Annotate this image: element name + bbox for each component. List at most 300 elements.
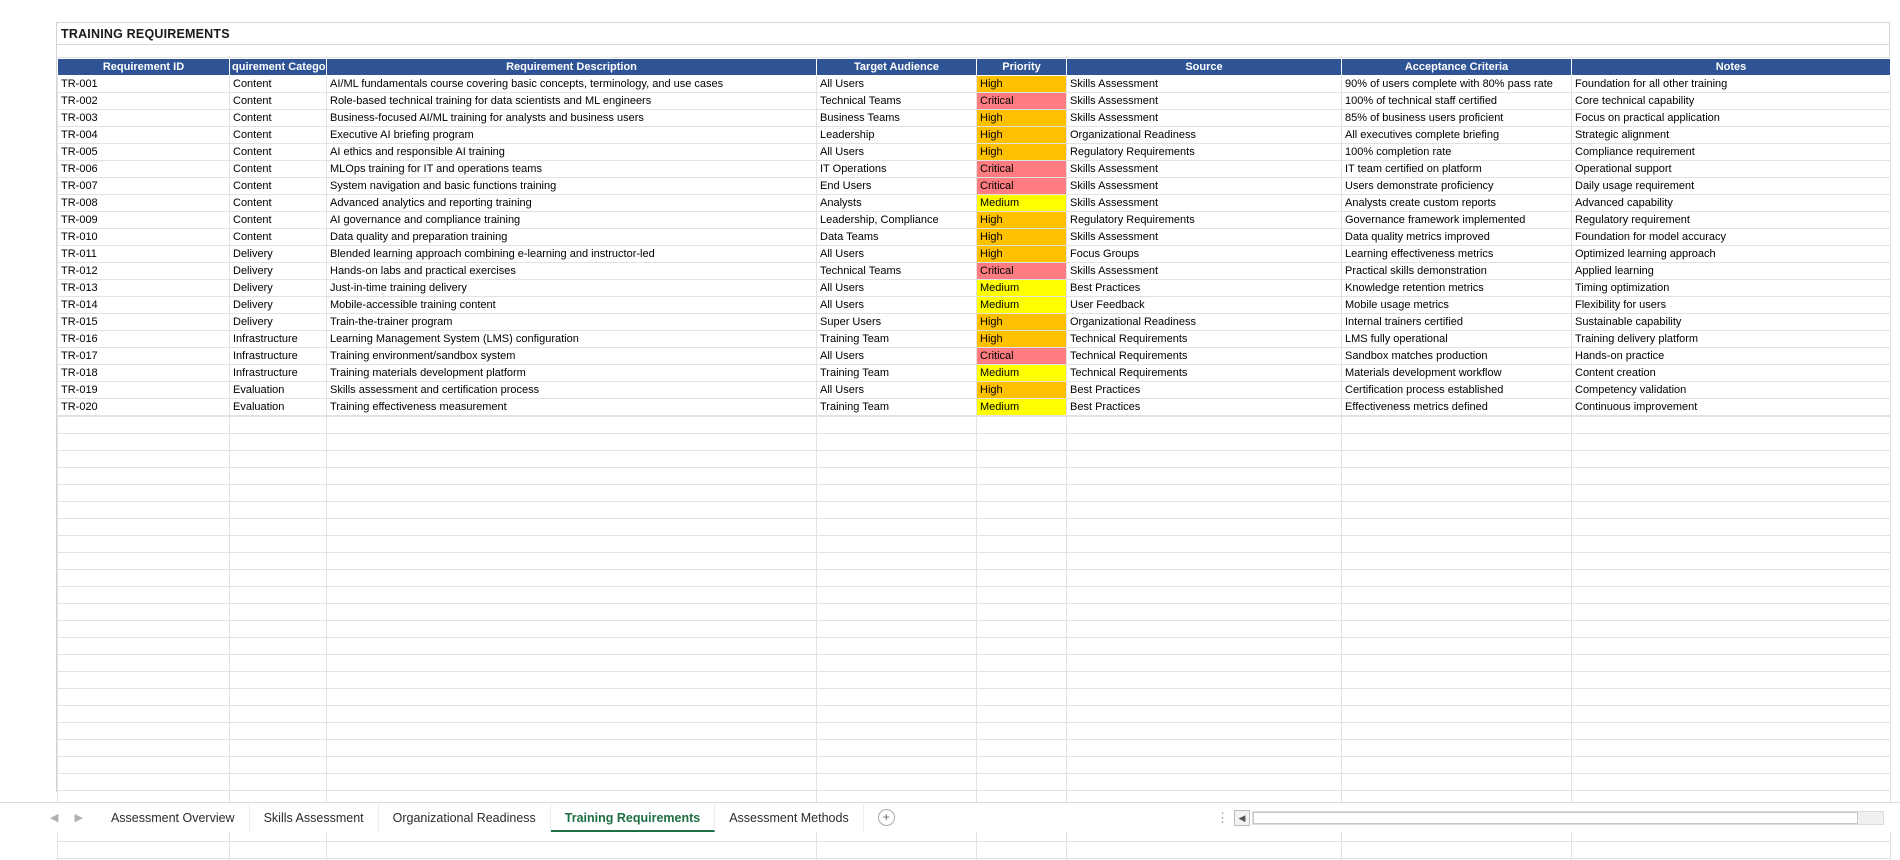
empty-row[interactable]: [58, 417, 1891, 434]
cell-acceptance-criteria[interactable]: All executives complete briefing: [1342, 127, 1572, 144]
empty-cell[interactable]: [327, 740, 817, 757]
next-sheet-icon[interactable]: ▶: [74, 812, 83, 824]
cell-acceptance-criteria[interactable]: LMS fully operational: [1342, 331, 1572, 348]
empty-cell[interactable]: [1342, 468, 1572, 485]
empty-cell[interactable]: [1572, 689, 1891, 706]
empty-cell[interactable]: [1572, 519, 1891, 536]
empty-cell[interactable]: [817, 536, 977, 553]
empty-cell[interactable]: [1067, 842, 1342, 859]
empty-cell[interactable]: [1572, 570, 1891, 587]
cell-requirement-category[interactable]: Delivery: [230, 297, 327, 314]
cell-target-audience[interactable]: All Users: [817, 348, 977, 365]
cell-requirement-description[interactable]: AI governance and compliance training: [327, 212, 817, 229]
empty-cell[interactable]: [817, 485, 977, 502]
cell-source[interactable]: Organizational Readiness: [1067, 314, 1342, 331]
cell-acceptance-criteria[interactable]: Effectiveness metrics defined: [1342, 399, 1572, 416]
cell-requirement-id[interactable]: TR-019: [58, 382, 230, 399]
empty-cell[interactable]: [1572, 485, 1891, 502]
empty-cell[interactable]: [327, 502, 817, 519]
empty-cell[interactable]: [230, 689, 327, 706]
empty-row[interactable]: [58, 434, 1891, 451]
table-row[interactable]: [58, 297, 1891, 314]
cell-notes[interactable]: Applied learning: [1572, 263, 1891, 280]
cell-requirement-description[interactable]: Learning Management System (LMS) configuration: [327, 331, 817, 348]
empty-cell[interactable]: [1067, 689, 1342, 706]
empty-cell[interactable]: [817, 502, 977, 519]
cell-source[interactable]: User Feedback: [1067, 297, 1342, 314]
empty-cell[interactable]: [977, 553, 1067, 570]
table-row[interactable]: [58, 280, 1891, 297]
cell-target-audience[interactable]: Analysts: [817, 195, 977, 212]
table-row[interactable]: [58, 110, 1891, 127]
cell-source[interactable]: Regulatory Requirements: [1067, 144, 1342, 161]
empty-cell[interactable]: [58, 842, 230, 859]
empty-cell[interactable]: [58, 740, 230, 757]
empty-cell[interactable]: [230, 672, 327, 689]
empty-cell[interactable]: [977, 672, 1067, 689]
horizontal-scrollbar-thumb[interactable]: [1253, 812, 1858, 824]
empty-cell[interactable]: [977, 655, 1067, 672]
empty-cell[interactable]: [817, 842, 977, 859]
empty-cell[interactable]: [327, 672, 817, 689]
cell-source[interactable]: Skills Assessment: [1067, 76, 1342, 93]
empty-row[interactable]: [58, 672, 1891, 689]
cell-requirement-id[interactable]: TR-011: [58, 246, 230, 263]
cell-priority[interactable]: High: [977, 314, 1067, 331]
cell-target-audience[interactable]: All Users: [817, 144, 977, 161]
table-row[interactable]: [58, 331, 1891, 348]
cell-acceptance-criteria[interactable]: 90% of users complete with 80% pass rate: [1342, 76, 1572, 93]
empty-cell[interactable]: [230, 536, 327, 553]
empty-cell[interactable]: [58, 655, 230, 672]
empty-cell[interactable]: [977, 417, 1067, 434]
cell-priority[interactable]: High: [977, 212, 1067, 229]
empty-cell[interactable]: [1572, 604, 1891, 621]
cell-requirement-description[interactable]: AI/ML fundamentals course covering basic concepts, terminology, and use cases: [327, 76, 817, 93]
empty-cell[interactable]: [58, 553, 230, 570]
sheet-tab-assessment-overview[interactable]: Assessment Overview: [97, 804, 250, 832]
empty-cell[interactable]: [977, 502, 1067, 519]
cell-notes[interactable]: Foundation for all other training: [1572, 76, 1891, 93]
cell-priority[interactable]: Medium: [977, 365, 1067, 382]
empty-cell[interactable]: [817, 468, 977, 485]
cell-requirement-description[interactable]: Role-based technical training for data scientists and ML engineers: [327, 93, 817, 110]
cell-acceptance-criteria[interactable]: 85% of business users proficient: [1342, 110, 1572, 127]
cell-requirement-description[interactable]: Train-the-trainer program: [327, 314, 817, 331]
cell-requirement-id[interactable]: TR-002: [58, 93, 230, 110]
col-header-requirement-description[interactable]: Requirement Description: [327, 59, 817, 76]
cell-requirement-id[interactable]: TR-005: [58, 144, 230, 161]
table-row[interactable]: [58, 246, 1891, 263]
empty-cell[interactable]: [817, 604, 977, 621]
cell-requirement-id[interactable]: TR-007: [58, 178, 230, 195]
empty-cell[interactable]: [1342, 672, 1572, 689]
empty-cell[interactable]: [327, 774, 817, 791]
cell-requirement-description[interactable]: Mobile-accessible training content: [327, 297, 817, 314]
empty-cell[interactable]: [1342, 502, 1572, 519]
table-row[interactable]: [58, 365, 1891, 382]
cell-source[interactable]: Technical Requirements: [1067, 348, 1342, 365]
cell-priority[interactable]: High: [977, 127, 1067, 144]
empty-cell[interactable]: [230, 706, 327, 723]
cell-requirement-id[interactable]: TR-008: [58, 195, 230, 212]
cell-source[interactable]: Regulatory Requirements: [1067, 212, 1342, 229]
empty-cell[interactable]: [1572, 774, 1891, 791]
empty-cell[interactable]: [230, 468, 327, 485]
table-row[interactable]: [58, 195, 1891, 212]
empty-cell[interactable]: [1067, 723, 1342, 740]
empty-row[interactable]: [58, 655, 1891, 672]
empty-cell[interactable]: [1342, 519, 1572, 536]
cell-requirement-id[interactable]: TR-013: [58, 280, 230, 297]
cell-source[interactable]: Skills Assessment: [1067, 263, 1342, 280]
col-header-priority[interactable]: Priority: [977, 59, 1067, 76]
cell-target-audience[interactable]: All Users: [817, 297, 977, 314]
empty-cell[interactable]: [58, 485, 230, 502]
cell-source[interactable]: Skills Assessment: [1067, 93, 1342, 110]
empty-cell[interactable]: [1067, 553, 1342, 570]
scroll-left-icon[interactable]: ◀: [1234, 810, 1250, 826]
empty-cell[interactable]: [977, 621, 1067, 638]
empty-cell[interactable]: [230, 638, 327, 655]
cell-requirement-id[interactable]: TR-016: [58, 331, 230, 348]
empty-cell[interactable]: [58, 519, 230, 536]
cell-requirement-id[interactable]: TR-018: [58, 365, 230, 382]
empty-cell[interactable]: [1342, 451, 1572, 468]
empty-cell[interactable]: [327, 570, 817, 587]
empty-cell[interactable]: [1342, 723, 1572, 740]
cell-source[interactable]: Best Practices: [1067, 399, 1342, 416]
empty-cell[interactable]: [58, 434, 230, 451]
cell-requirement-description[interactable]: Blended learning approach combining e-learning and instructor-led: [327, 246, 817, 263]
empty-cell[interactable]: [327, 655, 817, 672]
empty-cell[interactable]: [327, 621, 817, 638]
empty-cell[interactable]: [230, 451, 327, 468]
empty-cell[interactable]: [327, 689, 817, 706]
table-row[interactable]: [58, 212, 1891, 229]
empty-cell[interactable]: [327, 553, 817, 570]
cell-requirement-category[interactable]: Delivery: [230, 314, 327, 331]
cell-target-audience[interactable]: Leadership: [817, 127, 977, 144]
empty-cell[interactable]: [327, 519, 817, 536]
empty-cell[interactable]: [817, 621, 977, 638]
empty-cell[interactable]: [977, 570, 1067, 587]
requirements-table[interactable]: [57, 58, 1891, 416]
empty-cell[interactable]: [1342, 655, 1572, 672]
empty-cell[interactable]: [1067, 604, 1342, 621]
cell-target-audience[interactable]: Training Team: [817, 331, 977, 348]
empty-cell[interactable]: [1067, 485, 1342, 502]
empty-cell[interactable]: [1572, 723, 1891, 740]
cell-requirement-description[interactable]: Executive AI briefing program: [327, 127, 817, 144]
cell-requirement-category[interactable]: Delivery: [230, 246, 327, 263]
empty-cell[interactable]: [1572, 706, 1891, 723]
empty-cell[interactable]: [58, 468, 230, 485]
cell-requirement-description[interactable]: Training materials development platform: [327, 365, 817, 382]
cell-priority[interactable]: Medium: [977, 195, 1067, 212]
empty-cell[interactable]: [1572, 434, 1891, 451]
cell-source[interactable]: Technical Requirements: [1067, 331, 1342, 348]
empty-row[interactable]: [58, 621, 1891, 638]
cell-target-audience[interactable]: End Users: [817, 178, 977, 195]
cell-notes[interactable]: Competency validation: [1572, 382, 1891, 399]
empty-cell[interactable]: [1342, 638, 1572, 655]
empty-cell[interactable]: [977, 689, 1067, 706]
empty-cell[interactable]: [327, 451, 817, 468]
cell-priority[interactable]: Medium: [977, 280, 1067, 297]
empty-row[interactable]: [58, 553, 1891, 570]
cell-notes[interactable]: Content creation: [1572, 365, 1891, 382]
empty-row[interactable]: [58, 485, 1891, 502]
empty-cell[interactable]: [1067, 706, 1342, 723]
table-row[interactable]: [58, 399, 1891, 416]
empty-cell[interactable]: [1342, 757, 1572, 774]
cell-requirement-description[interactable]: AI ethics and responsible AI training: [327, 144, 817, 161]
empty-cell[interactable]: [58, 774, 230, 791]
empty-cell[interactable]: [58, 587, 230, 604]
cell-target-audience[interactable]: All Users: [817, 280, 977, 297]
cell-requirement-description[interactable]: MLOps training for IT and operations teams: [327, 161, 817, 178]
empty-cell[interactable]: [817, 519, 977, 536]
empty-cell[interactable]: [1342, 485, 1572, 502]
empty-cell[interactable]: [230, 723, 327, 740]
empty-cell[interactable]: [1572, 842, 1891, 859]
empty-cell[interactable]: [58, 757, 230, 774]
empty-grid-area[interactable]: [57, 416, 1890, 860]
cell-source[interactable]: Focus Groups: [1067, 246, 1342, 263]
cell-notes[interactable]: Flexibility for users: [1572, 297, 1891, 314]
empty-cell[interactable]: [230, 757, 327, 774]
cell-requirement-category[interactable]: Infrastructure: [230, 348, 327, 365]
cell-target-audience[interactable]: Leadership, Compliance: [817, 212, 977, 229]
cell-requirement-description[interactable]: Training effectiveness measurement: [327, 399, 817, 416]
cell-priority[interactable]: High: [977, 331, 1067, 348]
empty-cell[interactable]: [1572, 468, 1891, 485]
col-header-requirement-category[interactable]: quirement Catego: [230, 59, 327, 76]
empty-cell[interactable]: [58, 570, 230, 587]
empty-cell[interactable]: [1067, 536, 1342, 553]
cell-requirement-category[interactable]: Content: [230, 178, 327, 195]
empty-cell[interactable]: [817, 689, 977, 706]
cell-acceptance-criteria[interactable]: Governance framework implemented: [1342, 212, 1572, 229]
cell-requirement-id[interactable]: TR-017: [58, 348, 230, 365]
empty-cell[interactable]: [58, 604, 230, 621]
cell-priority[interactable]: High: [977, 229, 1067, 246]
cell-requirement-category[interactable]: Delivery: [230, 263, 327, 280]
empty-cell[interactable]: [58, 672, 230, 689]
empty-cell[interactable]: [58, 621, 230, 638]
empty-cell[interactable]: [1067, 672, 1342, 689]
cell-acceptance-criteria[interactable]: Mobile usage metrics: [1342, 297, 1572, 314]
cell-notes[interactable]: Regulatory requirement: [1572, 212, 1891, 229]
worksheet-grid[interactable]: [56, 22, 1890, 792]
cell-source[interactable]: Skills Assessment: [1067, 195, 1342, 212]
empty-cell[interactable]: [230, 519, 327, 536]
cell-notes[interactable]: Advanced capability: [1572, 195, 1891, 212]
cell-requirement-id[interactable]: TR-001: [58, 76, 230, 93]
empty-cell[interactable]: [977, 740, 1067, 757]
cell-priority[interactable]: Critical: [977, 263, 1067, 280]
cell-requirement-category[interactable]: Content: [230, 93, 327, 110]
cell-notes[interactable]: Focus on practical application: [1572, 110, 1891, 127]
cell-acceptance-criteria[interactable]: 100% of technical staff certified: [1342, 93, 1572, 110]
empty-rows-table[interactable]: [57, 416, 1891, 860]
cell-acceptance-criteria[interactable]: Practical skills demonstration: [1342, 263, 1572, 280]
empty-cell[interactable]: [1067, 740, 1342, 757]
cell-requirement-id[interactable]: TR-004: [58, 127, 230, 144]
cell-requirement-category[interactable]: Content: [230, 195, 327, 212]
empty-cell[interactable]: [58, 723, 230, 740]
empty-cell[interactable]: [1342, 740, 1572, 757]
cell-notes[interactable]: Compliance requirement: [1572, 144, 1891, 161]
table-row[interactable]: [58, 161, 1891, 178]
cell-notes[interactable]: Sustainable capability: [1572, 314, 1891, 331]
cell-source[interactable]: Best Practices: [1067, 280, 1342, 297]
empty-cell[interactable]: [977, 451, 1067, 468]
cell-notes[interactable]: Training delivery platform: [1572, 331, 1891, 348]
empty-cell[interactable]: [977, 519, 1067, 536]
empty-cell[interactable]: [977, 485, 1067, 502]
empty-cell[interactable]: [1572, 638, 1891, 655]
table-body[interactable]: [58, 76, 1891, 416]
cell-notes[interactable]: Strategic alignment: [1572, 127, 1891, 144]
empty-cell[interactable]: [1572, 417, 1891, 434]
empty-cell[interactable]: [977, 536, 1067, 553]
empty-cell[interactable]: [1572, 451, 1891, 468]
cell-priority[interactable]: Critical: [977, 93, 1067, 110]
empty-cell[interactable]: [1067, 502, 1342, 519]
empty-cell[interactable]: [327, 604, 817, 621]
cell-target-audience[interactable]: Super Users: [817, 314, 977, 331]
cell-requirement-category[interactable]: Content: [230, 76, 327, 93]
cell-requirement-description[interactable]: Just-in-time training delivery: [327, 280, 817, 297]
cell-target-audience[interactable]: All Users: [817, 382, 977, 399]
table-row[interactable]: [58, 178, 1891, 195]
cell-priority[interactable]: High: [977, 144, 1067, 161]
empty-cell[interactable]: [230, 570, 327, 587]
empty-cell[interactable]: [977, 434, 1067, 451]
empty-cell[interactable]: [1572, 672, 1891, 689]
sheet-tabs[interactable]: [97, 804, 864, 832]
empty-row[interactable]: [58, 740, 1891, 757]
empty-cell[interactable]: [327, 536, 817, 553]
cell-requirement-id[interactable]: TR-010: [58, 229, 230, 246]
empty-cell[interactable]: [327, 417, 817, 434]
cell-requirement-id[interactable]: TR-006: [58, 161, 230, 178]
cell-priority[interactable]: High: [977, 110, 1067, 127]
empty-cell[interactable]: [977, 468, 1067, 485]
cell-requirement-description[interactable]: Advanced analytics and reporting training: [327, 195, 817, 212]
cell-target-audience[interactable]: Business Teams: [817, 110, 977, 127]
empty-cell[interactable]: [977, 706, 1067, 723]
empty-cell[interactable]: [1067, 638, 1342, 655]
empty-cell[interactable]: [977, 587, 1067, 604]
empty-cell[interactable]: [58, 689, 230, 706]
empty-cell[interactable]: [1067, 468, 1342, 485]
empty-row[interactable]: [58, 774, 1891, 791]
empty-cell[interactable]: [327, 468, 817, 485]
empty-cell[interactable]: [1067, 757, 1342, 774]
cell-requirement-category[interactable]: Infrastructure: [230, 365, 327, 382]
empty-cell[interactable]: [230, 485, 327, 502]
empty-cell[interactable]: [1572, 621, 1891, 638]
cell-requirement-description[interactable]: System navigation and basic functions training: [327, 178, 817, 195]
empty-cell[interactable]: [327, 757, 817, 774]
empty-cell[interactable]: [1067, 451, 1342, 468]
cell-requirement-category[interactable]: Content: [230, 127, 327, 144]
cell-acceptance-criteria[interactable]: Certification process established: [1342, 382, 1572, 399]
cell-priority[interactable]: High: [977, 246, 1067, 263]
cell-acceptance-criteria[interactable]: Users demonstrate proficiency: [1342, 178, 1572, 195]
sheet-tab-training-requirements[interactable]: Training Requirements: [551, 804, 715, 832]
cell-requirement-category[interactable]: Infrastructure: [230, 331, 327, 348]
cell-requirement-category[interactable]: Content: [230, 212, 327, 229]
empty-cell[interactable]: [817, 553, 977, 570]
empty-cell[interactable]: [1342, 621, 1572, 638]
empty-cell[interactable]: [1572, 587, 1891, 604]
cell-requirement-id[interactable]: TR-014: [58, 297, 230, 314]
empty-row[interactable]: [58, 570, 1891, 587]
cell-requirement-category[interactable]: Evaluation: [230, 382, 327, 399]
cell-acceptance-criteria[interactable]: Sandbox matches production: [1342, 348, 1572, 365]
table-row[interactable]: [58, 229, 1891, 246]
empty-cell[interactable]: [327, 485, 817, 502]
empty-cell[interactable]: [230, 621, 327, 638]
empty-cell[interactable]: [58, 706, 230, 723]
cell-requirement-category[interactable]: Delivery: [230, 280, 327, 297]
cell-notes[interactable]: Continuous improvement: [1572, 399, 1891, 416]
empty-cell[interactable]: [1342, 706, 1572, 723]
cell-requirement-description[interactable]: Business-focused AI/ML training for analysts and business users: [327, 110, 817, 127]
empty-cell[interactable]: [977, 757, 1067, 774]
cell-priority[interactable]: Critical: [977, 178, 1067, 195]
cell-notes[interactable]: Hands-on practice: [1572, 348, 1891, 365]
empty-cell[interactable]: [1067, 417, 1342, 434]
empty-cell[interactable]: [58, 451, 230, 468]
sheet-nav-arrows[interactable]: [0, 811, 97, 824]
empty-cell[interactable]: [817, 774, 977, 791]
empty-cell[interactable]: [1342, 553, 1572, 570]
empty-cell[interactable]: [230, 774, 327, 791]
cell-requirement-description[interactable]: Hands-on labs and practical exercises: [327, 263, 817, 280]
col-header-requirement-id[interactable]: Requirement ID: [58, 59, 230, 76]
empty-cell[interactable]: [58, 502, 230, 519]
empty-cell[interactable]: [58, 417, 230, 434]
sheet-tab-organizational-readiness[interactable]: Organizational Readiness: [379, 804, 551, 832]
empty-row[interactable]: [58, 638, 1891, 655]
empty-cell[interactable]: [977, 723, 1067, 740]
empty-cell[interactable]: [230, 842, 327, 859]
empty-cell[interactable]: [1067, 621, 1342, 638]
col-header-notes[interactable]: Notes: [1572, 59, 1891, 76]
horizontal-scroll-area[interactable]: [1212, 804, 1884, 832]
horizontal-scrollbar[interactable]: [1252, 811, 1884, 825]
empty-cell[interactable]: [58, 536, 230, 553]
empty-row[interactable]: [58, 842, 1891, 859]
empty-cell[interactable]: [58, 638, 230, 655]
empty-cell[interactable]: [1342, 689, 1572, 706]
cell-requirement-category[interactable]: Content: [230, 161, 327, 178]
empty-row[interactable]: [58, 706, 1891, 723]
empty-cell[interactable]: [1572, 757, 1891, 774]
empty-cell[interactable]: [230, 502, 327, 519]
cell-acceptance-criteria[interactable]: Analysts create custom reports: [1342, 195, 1572, 212]
empty-cell[interactable]: [1342, 842, 1572, 859]
empty-cell[interactable]: [327, 842, 817, 859]
empty-cell[interactable]: [327, 723, 817, 740]
empty-cell[interactable]: [1342, 774, 1572, 791]
cell-notes[interactable]: Timing optimization: [1572, 280, 1891, 297]
